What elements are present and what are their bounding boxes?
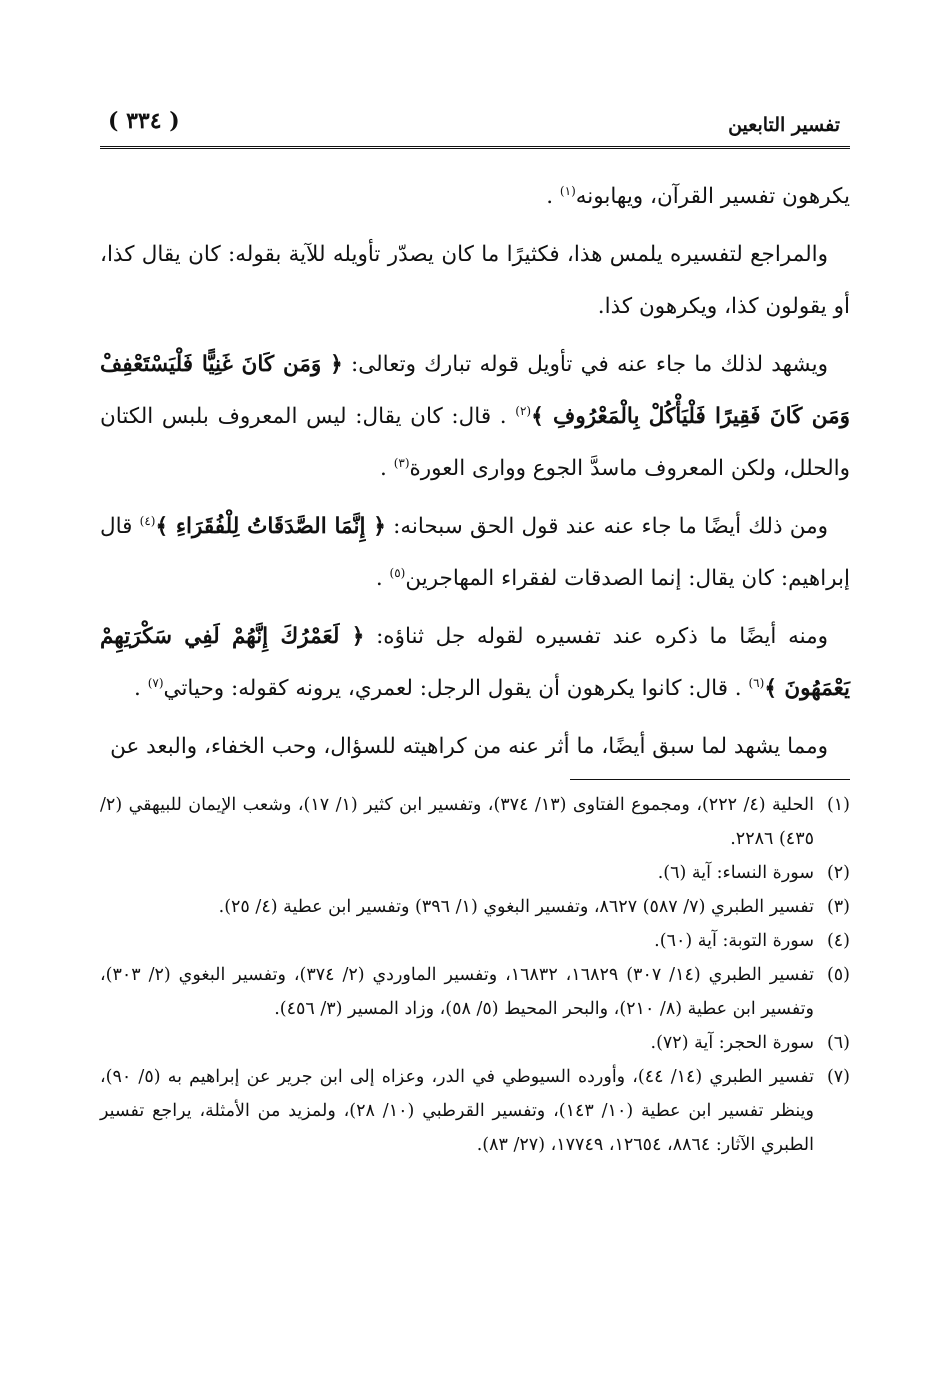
footnote-ref: (٦): [748, 675, 765, 690]
footnote-text: سورة التوبة: آية (٦٠).: [654, 931, 814, 951]
main-text: [100, 171, 850, 773]
footnote: [100, 924, 850, 958]
paragraph-text: والمراجع لتفسيره يلمس هذا، فكثيرًا ما كان يصدّر تأويله للآية بقوله: كان يقال كذا، أو يقولون كذا، ويكرهون كذا.: [100, 242, 850, 319]
paragraph-text: ومما يشهد لما سبق أيضًا، ما أثر عنه من كراهيته للسؤال، وحب الخفاء، والبعد عن: [110, 734, 828, 759]
paragraph-text: يكرهون تفسير القرآن، ويهابونه: [575, 184, 850, 209]
paragraph-text: ويشهد لذلك ما جاء عنه في تأويل قوله تبارك وتعالى:: [342, 352, 828, 377]
paragraph-text: .: [375, 566, 390, 591]
footnote-ref: (١): [559, 183, 576, 198]
footnote-text: تفسير الطبري (١٤/ ٣٠٧) ١٦٨٢٩، ١٦٨٣٢، وتفسير الماوردي (٢/ ٣٧٤)، وتفسير البغوي (٢/ ٣٠٣)، وتفسير ابن عطية (٨/ ٢١٠)، والبحر المحيط (٥/ ٥٨)، وزاد المسير (٣/ ٤٥٦).: [100, 965, 814, 1019]
page-header: [100, 100, 850, 149]
footnote-text: الحلية (٤/ ٢٢٢)، ومجموع الفتاوى (١٣/ ٣٧٤)، وتفسير ابن كثير (١/ ١٧)، وشعب الإيمان للبيهقي (٢/ ٤٣٥) ٢٢٨٦.: [100, 795, 814, 849]
footnote-separator: [570, 779, 850, 780]
footnote-ref: (٥): [389, 565, 406, 580]
footnote-number: (٢): [826, 863, 850, 883]
footnote: [100, 890, 850, 924]
quran-verse: ﴿ إِنَّمَا الصَّدَقَاتُ لِلْفُقَرَاءِ ﴾: [155, 514, 386, 539]
footnote-number: (١): [826, 795, 850, 815]
footnote-number: (٦): [826, 1033, 850, 1053]
footnote-text: تفسير الطبري (١٤/ ٤٤)، وأورده السيوطي في الدر، وعزاه إلى ابن جرير عن إبراهيم به (٥/ ٩٠)، وينظر تفسير ابن عطية (١٠/ ١٤٣)، وتفسير القرطبي (١٠/ ٢٨)، ولمزيد من الأمثلة، يراجع تفسير الطبري الآثار: ٨٨٦٤، ١٢٦٥٤، ١٧٧٤٩، (٢٧/ ٨٣).: [100, 1067, 814, 1155]
footnote: [100, 1060, 850, 1162]
paragraph-text: .: [546, 184, 560, 209]
footnote-ref: (٣): [393, 455, 410, 470]
quran-verse: ﴿ لَعَمْرُكَ إِنَّهُمْ لَفِي سَكْرَتِهِمْ يَعْمَهُونَ ﴾: [100, 624, 850, 701]
footnote-text: سورة الحجر: آية (٧٢).: [650, 1033, 814, 1053]
paragraph-text: ومنه أيضًا ما ذكره عند تفسيره لقوله جل ثناؤه:: [364, 624, 828, 649]
paragraph-1: [100, 171, 850, 223]
footnote-text: سورة النساء: آية (٦).: [657, 863, 814, 883]
footnote: [100, 1026, 850, 1060]
paragraph-text: .: [380, 456, 394, 481]
footnote-text: تفسير الطبري (٧/ ٥٨٧) ٨٦٢٧، وتفسير البغوي (١/ ٣٩٦) وتفسير ابن عطية (٤/ ٢٥).: [218, 897, 814, 917]
footnote-ref: (٧): [147, 675, 164, 690]
footnote-ref: (٤): [139, 513, 156, 528]
paragraph-text: .: [134, 676, 148, 701]
footnote-number: (٣): [826, 897, 850, 917]
footnote: [100, 958, 850, 1026]
footnote: [100, 788, 850, 856]
paragraph-text: قال إبراهيم: كان يقال: إنما الصدقات لفقراء المهاجرين: [100, 514, 850, 591]
quran-verse: ﴿ وَمَن كَانَ غَنِيًّا فَلْيَسْتَعْفِفْ وَمَن كَانَ فَقِيرًا فَلْيَأْكُلْ بِالْمَعْرُوفِ ﴾: [100, 352, 850, 429]
paragraph-2: [100, 229, 850, 333]
paragraph-4: [100, 501, 850, 605]
footnote-number: (٧): [826, 1067, 850, 1087]
footnotes: [100, 788, 850, 1162]
footnote-number: (٥): [826, 965, 850, 985]
book-page: [100, 100, 850, 1162]
running-title: تفسير التابعين: [728, 114, 840, 136]
footnote-ref: (٢): [515, 403, 532, 418]
footnote-number: (٤): [826, 931, 850, 951]
paragraph-6: [100, 721, 850, 773]
paragraph-text: ومن ذلك أيضًا ما جاء عنه عند قول الحق سبحانه:: [385, 514, 828, 539]
footnote: [100, 856, 850, 890]
paragraph-5: [100, 611, 850, 715]
paragraph-text: . قال: كانوا يكرهون أن يقول الرجل: لعمري، يرونه كقوله: وحياتي: [163, 676, 749, 701]
paragraph-text: . قال: كان يقال: ليس المعروف بلبس الكتان والحلل، ولكن المعروف ماسدَّ الجوع ووارى العورة: [100, 404, 850, 481]
paragraph-3: [100, 339, 850, 495]
page-number: ( ٣٣٤ ): [108, 108, 180, 134]
